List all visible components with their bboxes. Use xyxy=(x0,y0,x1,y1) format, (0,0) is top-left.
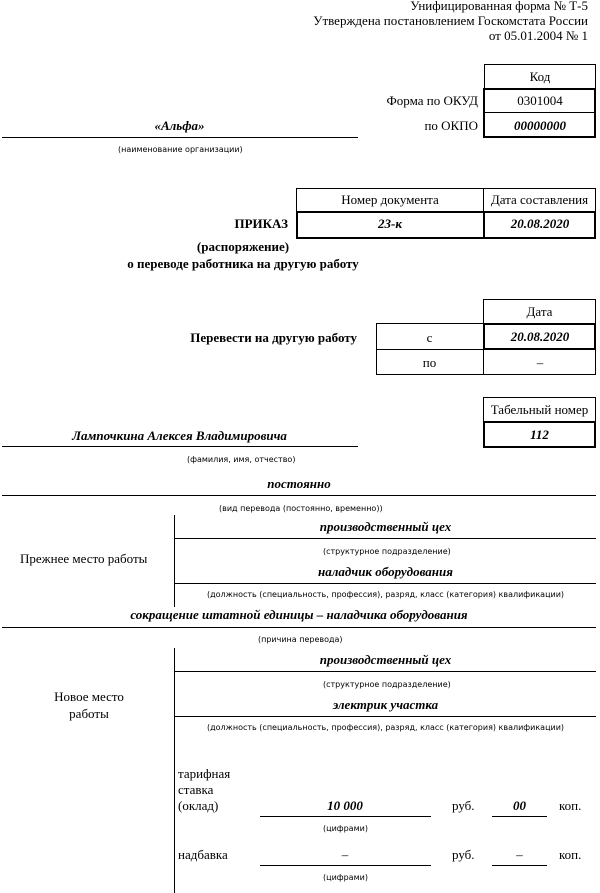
transfer-date-header: Дата xyxy=(526,303,553,319)
rate-rub-value: 10 000 xyxy=(327,798,363,813)
doc-date-header: Дата составления xyxy=(490,192,589,207)
transfer-reason-caption: (причина перевода) xyxy=(258,635,343,644)
previous-department: производственный цех xyxy=(319,519,452,534)
bonus-rub-line xyxy=(260,865,431,866)
bonus-kop-label: коп. xyxy=(559,847,582,862)
bonus-digits-caption: (цифрами) xyxy=(323,873,368,882)
doc-date: 20.08.2020 xyxy=(510,216,570,231)
organization-caption: (наименование организации) xyxy=(118,145,243,154)
order-subtitle-1: (распоряжение) xyxy=(196,239,290,254)
bonus-kop-value: – xyxy=(516,847,523,862)
transfer-from-date: 20.08.2020 xyxy=(510,329,570,344)
previous-department-caption: (структурное подразделение) xyxy=(323,547,451,556)
new-position-line xyxy=(174,716,596,717)
rate-kop-value: 00 xyxy=(513,798,526,813)
previous-label: Прежнее место работы xyxy=(20,551,148,566)
transfer-to-label: по xyxy=(422,355,437,370)
okud-label: Форма по ОКУД xyxy=(386,93,478,108)
new-department: производственный цех xyxy=(319,652,452,667)
new-department-line xyxy=(174,671,596,672)
rate-rub-label: руб. xyxy=(452,798,475,813)
previous-position-line xyxy=(174,583,596,584)
organization-name: «Альфа» xyxy=(154,118,205,133)
doc-number-header-cell xyxy=(296,188,484,212)
transfer-reason: сокращение штатной единицы – наладчика оборудования xyxy=(130,607,468,622)
bonus-kop-line xyxy=(492,865,547,866)
doc-date-header-cell xyxy=(483,188,596,212)
rate-digits-caption: (цифрами) xyxy=(323,824,368,833)
okud-value: 0301004 xyxy=(517,93,563,108)
rate-kop-line xyxy=(492,816,547,817)
transfer-kind: постоянно xyxy=(267,476,331,491)
bonus-rub-label: руб. xyxy=(452,847,475,862)
tab-number: 112 xyxy=(530,426,549,442)
form-title-line2: Утверждена постановлением Госкомстата России xyxy=(313,13,588,28)
employee-name-line xyxy=(2,446,358,447)
tab-number-cell xyxy=(483,421,596,448)
okpo-label: по ОКПО xyxy=(424,118,478,133)
form-title-line1: Унифицированная форма № Т-5 xyxy=(410,0,588,13)
tab-number-header: Табельный номер xyxy=(490,401,589,417)
transfer-date-header-cell xyxy=(483,299,596,324)
new-label-line2: работы xyxy=(69,706,109,721)
transfer-kind-line xyxy=(2,495,596,496)
rate-rub-line xyxy=(260,816,431,817)
kod-header: Код xyxy=(529,68,551,84)
transfer-kind-caption: (вид перевода (постоянно, временно)) xyxy=(219,504,383,513)
transfer-from-label: с xyxy=(426,330,433,345)
codes-divider xyxy=(484,112,596,113)
previous-department-line xyxy=(174,538,596,539)
organization-line xyxy=(2,137,358,138)
transfer-reason-line xyxy=(2,627,596,628)
previous-position-caption: (должность (специальность, профессия), разряд, класс (категория) квалификации) xyxy=(207,590,565,599)
new-label-line1: Новое место xyxy=(54,689,124,704)
form-title-line3: от 05.01.2004 № 1 xyxy=(488,28,588,43)
transfer-label: Перевести на другую работу xyxy=(190,330,357,345)
bonus-label: надбавка xyxy=(178,847,228,862)
rate-kop-label: коп. xyxy=(559,798,582,813)
new-department-caption: (структурное подразделение) xyxy=(323,680,451,689)
doc-number: 23-к xyxy=(378,216,402,231)
rate-label-3: (оклад) xyxy=(178,798,219,813)
kod-header-cell xyxy=(484,64,596,89)
order-subtitle-2: о переводе работника на другую работу xyxy=(127,256,359,271)
previous-position: наладчик оборудования xyxy=(318,564,453,579)
rate-label-2: ставка xyxy=(178,782,214,797)
doc-number-header: Номер документа xyxy=(341,192,439,207)
transfer-to-date: – xyxy=(536,355,544,370)
bonus-rub-value: – xyxy=(341,847,349,862)
new-position: электрик участка xyxy=(332,697,439,712)
new-block-divider xyxy=(174,648,175,893)
order-title: ПРИКАЗ xyxy=(234,216,288,231)
employee-name: Лампочкина Алексея Владимировича xyxy=(72,428,287,443)
rate-label-1: тарифная xyxy=(178,766,231,781)
employee-name-caption: (фамилия, имя, отчество) xyxy=(187,455,296,464)
new-position-caption: (должность (специальность, профессия), разряд, класс (категория) квалификации) xyxy=(207,723,565,732)
okpo-value: 00000000 xyxy=(514,118,566,133)
tab-number-header-cell xyxy=(483,397,596,422)
